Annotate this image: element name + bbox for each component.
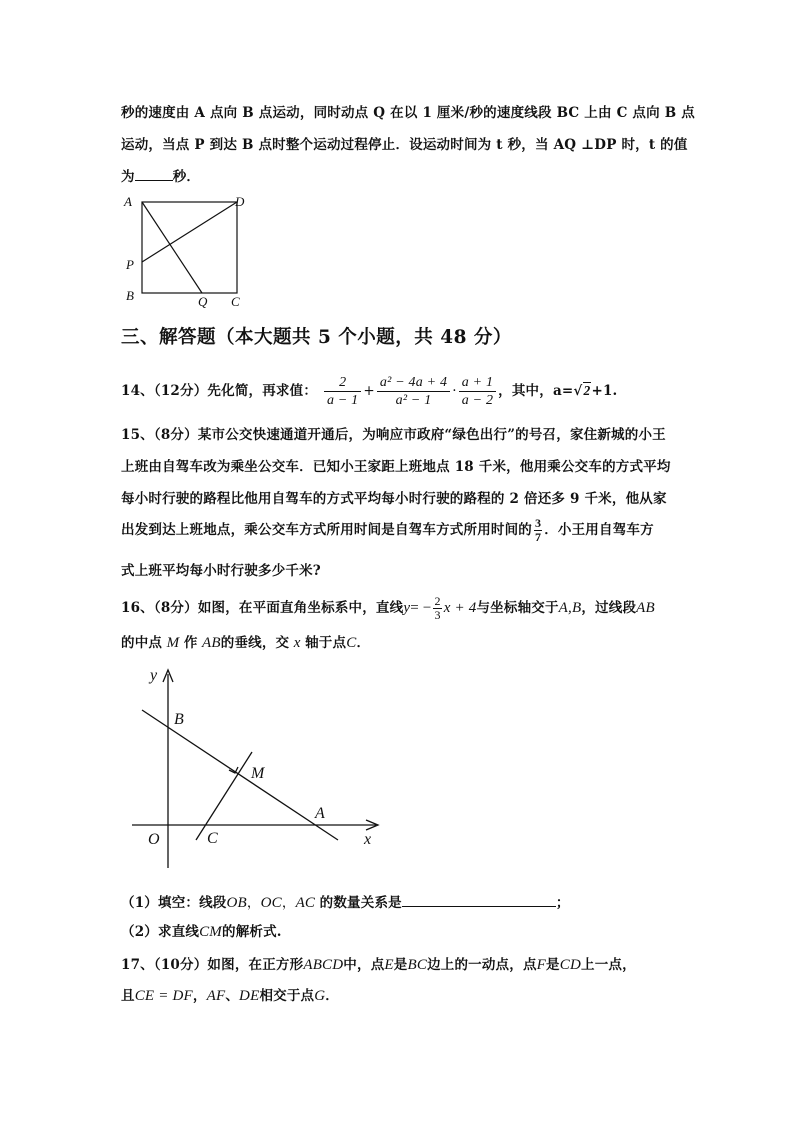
q14-fraction-1	[324, 374, 361, 409]
segment-pd	[142, 202, 237, 262]
math: ABCD	[303, 957, 344, 973]
q15-line4	[121, 515, 654, 545]
answer-blank	[135, 166, 173, 181]
q16-sub2	[121, 922, 282, 942]
denominator: a − 1	[326, 393, 359, 408]
math: AF	[206, 988, 226, 1004]
text-segment: 中，点	[343, 957, 385, 973]
q14-prefix: 14、（12分）先化简，再求值：	[121, 383, 318, 399]
text-segment: ，	[281, 895, 296, 911]
segment-aq	[142, 202, 202, 293]
dot-sign: ·	[452, 383, 457, 399]
denominator: 7	[535, 530, 542, 544]
q15-line3: 每小时行驶的路程比他用自驾车的方式平均每小时行驶的路程的 2 倍还多 9 千米，他从家	[121, 491, 667, 507]
text-segment: 是	[546, 957, 560, 973]
numerator: 2	[324, 374, 361, 392]
q14-mid: ，其中，a=	[498, 383, 574, 399]
q15-line2: 上班由自驾车改为乘坐公交车．已知小王家距上班地点 18 千米，他用乘公交车的方式平均	[121, 459, 671, 475]
text-segment: 上一点，	[581, 957, 636, 973]
math: AB	[636, 600, 655, 616]
square-figure	[118, 192, 258, 312]
q16-line1	[121, 591, 655, 625]
text-segment: 轴于点	[305, 635, 347, 651]
text-segment: 、	[225, 988, 240, 1004]
text-segment: 是	[393, 957, 408, 973]
math: x + 4	[443, 600, 477, 616]
text-segment: （2）求直线	[121, 924, 200, 940]
text-segment: 的中点	[121, 635, 163, 651]
text-segment: 与坐标轴交于	[476, 600, 559, 616]
numerator: 3	[535, 516, 542, 530]
math: = −	[410, 600, 432, 616]
math: OB	[226, 895, 247, 911]
math: CM	[199, 924, 222, 940]
q15-line5: 式上班平均每小时行驶多少千米?	[121, 563, 321, 579]
label-y: y	[150, 667, 158, 684]
text-segment: 为	[121, 169, 135, 185]
numerator: a² − 4a + 4	[377, 374, 450, 392]
label-a: A	[315, 805, 325, 822]
math: x	[293, 635, 301, 651]
q16-sub1	[121, 892, 570, 913]
label-m: M	[251, 765, 265, 782]
q14-suffix: +1.	[591, 383, 618, 399]
denominator: a − 2	[461, 393, 494, 408]
denominator: 3	[434, 608, 441, 622]
problem13-line1: 秒的速度由 A 点向 B 点运动，同时动点 Q 在以 1 厘米/秒的速度线段 BC 上由 C 点向 B 点	[121, 105, 695, 121]
denominator: a² − 1	[395, 393, 432, 408]
math: BC	[407, 957, 428, 973]
line-cm	[196, 752, 252, 840]
label-c: C	[231, 294, 240, 309]
label-q: Q	[198, 294, 208, 309]
answer-blank	[402, 892, 556, 907]
label-d: D	[235, 194, 245, 209]
q15-line1: 15、（8分）某市公交快速通道开通后，为响应市政府“绿色出行”的号召，家住新城的小王	[121, 427, 666, 443]
label-b: B	[126, 288, 134, 303]
math: CD	[559, 957, 581, 973]
math: AB	[202, 635, 221, 651]
q17-line1	[121, 955, 636, 975]
text-segment: ，	[246, 895, 261, 911]
label-x: x	[364, 831, 372, 848]
math: E	[384, 957, 394, 973]
math: M	[166, 635, 180, 651]
q16-line2	[121, 633, 370, 653]
text-segment: 的解析式.	[222, 924, 282, 940]
label-b: B	[174, 711, 184, 728]
text-segment: 作	[183, 635, 198, 651]
square-abcd	[142, 202, 237, 293]
problem13-line3	[121, 166, 200, 187]
text-segment: 的垂线，交	[220, 635, 290, 651]
plus-sign: +	[363, 383, 375, 399]
math: F	[536, 957, 547, 973]
text-segment: 出发到达上班地点，乘公交车方式所用时间是自驾车方式所用时间的	[121, 522, 532, 538]
math: G	[314, 988, 326, 1004]
math: C	[346, 635, 357, 651]
text-segment: ．	[325, 988, 339, 1004]
math: DE	[239, 988, 260, 1004]
text-segment: 且	[121, 988, 135, 1004]
text-segment: （1）填空：线段	[121, 895, 227, 911]
text-segment: ．小王用自驾车方	[544, 522, 654, 538]
text-segment: 17、（10分）如图，在正方形	[121, 957, 304, 973]
q16-fraction	[433, 595, 441, 622]
sqrt-argument: 2	[583, 383, 591, 398]
numerator: 2	[434, 594, 441, 608]
q14-fraction-3	[459, 374, 496, 409]
line-ab	[142, 710, 338, 840]
text-segment: ；	[555, 895, 570, 911]
text-segment: ．	[356, 635, 371, 651]
text-segment: 的数量关系是	[319, 895, 402, 911]
section-title: 三、解答题（本大题共 5 个小题，共 48 分）	[121, 327, 512, 348]
label-a: A	[124, 194, 132, 209]
math: A,B	[558, 600, 582, 616]
text-segment: 秒．	[172, 169, 201, 185]
text-segment: ，	[192, 988, 207, 1004]
text-segment: 相交于点	[259, 988, 315, 1004]
math: AC	[295, 895, 316, 911]
coordinate-figure	[130, 660, 390, 875]
numerator: a + 1	[459, 374, 496, 392]
problem13-line2: 运动，当点 P 到达 B 点时整个运动过程停止．设运动时间为 t 秒，当 AQ ⊥DP 时，t 的值	[121, 137, 688, 153]
text-segment: 边上的一动点，点	[427, 957, 537, 973]
math: CE = DF	[134, 988, 193, 1004]
label-o: O	[148, 831, 160, 848]
label-p: P	[126, 257, 134, 272]
math: OC	[260, 895, 282, 911]
q15-fraction	[534, 517, 542, 544]
question-14	[121, 372, 617, 410]
sqrt-symbol: √	[573, 383, 583, 399]
label-c: C	[207, 830, 218, 847]
text-segment: ，过线段	[581, 600, 637, 616]
q14-fraction-2	[377, 374, 450, 409]
math: y	[403, 600, 411, 616]
q17-line2	[121, 986, 339, 1006]
text-segment: 16、（8分）如图，在平面直角坐标系中，直线	[121, 600, 404, 616]
